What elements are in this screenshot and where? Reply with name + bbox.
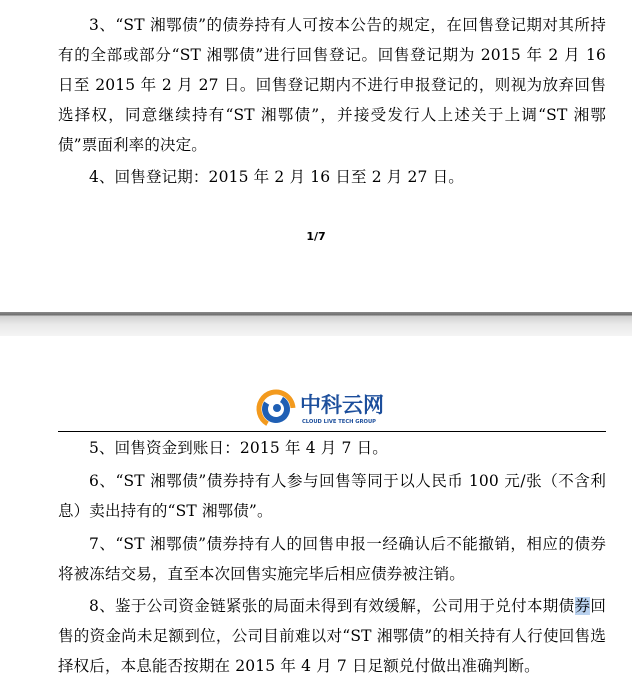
paragraph-item-8 bbox=[58, 591, 606, 681]
logo-emblem-icon bbox=[254, 386, 299, 432]
paragraph-item-5: 5、回售资金到账日：2015 年 4 月 7 日。 bbox=[89, 439, 388, 457]
item-8-text-start: 8、鉴于公司资金链紧张的局面未得到有效缓解，公司用于兑付本期债 bbox=[89, 597, 575, 615]
paragraph-item-7: 7、“ST 湘鄂债”债券持有人的回售申报一经确认后不能撤销，相应的债券将被冻结交易，直至本次回售实施完毕后相应债券被注销。 bbox=[58, 535, 606, 583]
logo-name-en: CLOUD LIVE TECH GROUP bbox=[302, 419, 376, 425]
company-logo bbox=[254, 385, 404, 435]
page-separator bbox=[0, 312, 632, 336]
paragraph-item-3: 3、“ST 湘鄂债”的债券持有人可按本公告的规定，在回售登记期对其所持有的全部或部分“ST 湘鄂债”进行回售登记。回售登记期为 2015 年 2 月 16 日至 2015 年 2 月 27 日。回售登记期内不进行申报登记的，则视为放弃回售选择权，同意继续持有“ST 湘鄂债”，并接受发行人上述关于上调“ST 湘鄂债”票面利率的决定。 bbox=[58, 16, 606, 154]
logo-name-cn: 中科云网 bbox=[300, 393, 384, 417]
page-number: 1/7 bbox=[306, 230, 326, 243]
item-8-text-end: 回售的资金尚未足额到位，公司目前难以对“ST 湘鄂债”的相关持有人行使回售选择权后，本息能否按期在 2015 年 4 月 7 日足额兑付做出准确判断。 bbox=[58, 597, 606, 675]
header-rule bbox=[58, 431, 606, 432]
paragraph-item-6: 6、“ST 湘鄂债”债券持有人参与回售等同于以人民币 100 元/张（不含利息）卖出持有的“ST 湘鄂债”。 bbox=[58, 472, 606, 520]
text-selection-highlight: 券 bbox=[574, 597, 591, 615]
paragraph-item-4: 4、回售登记期：2015 年 2 月 16 日至 2 月 27 日。 bbox=[89, 168, 464, 186]
